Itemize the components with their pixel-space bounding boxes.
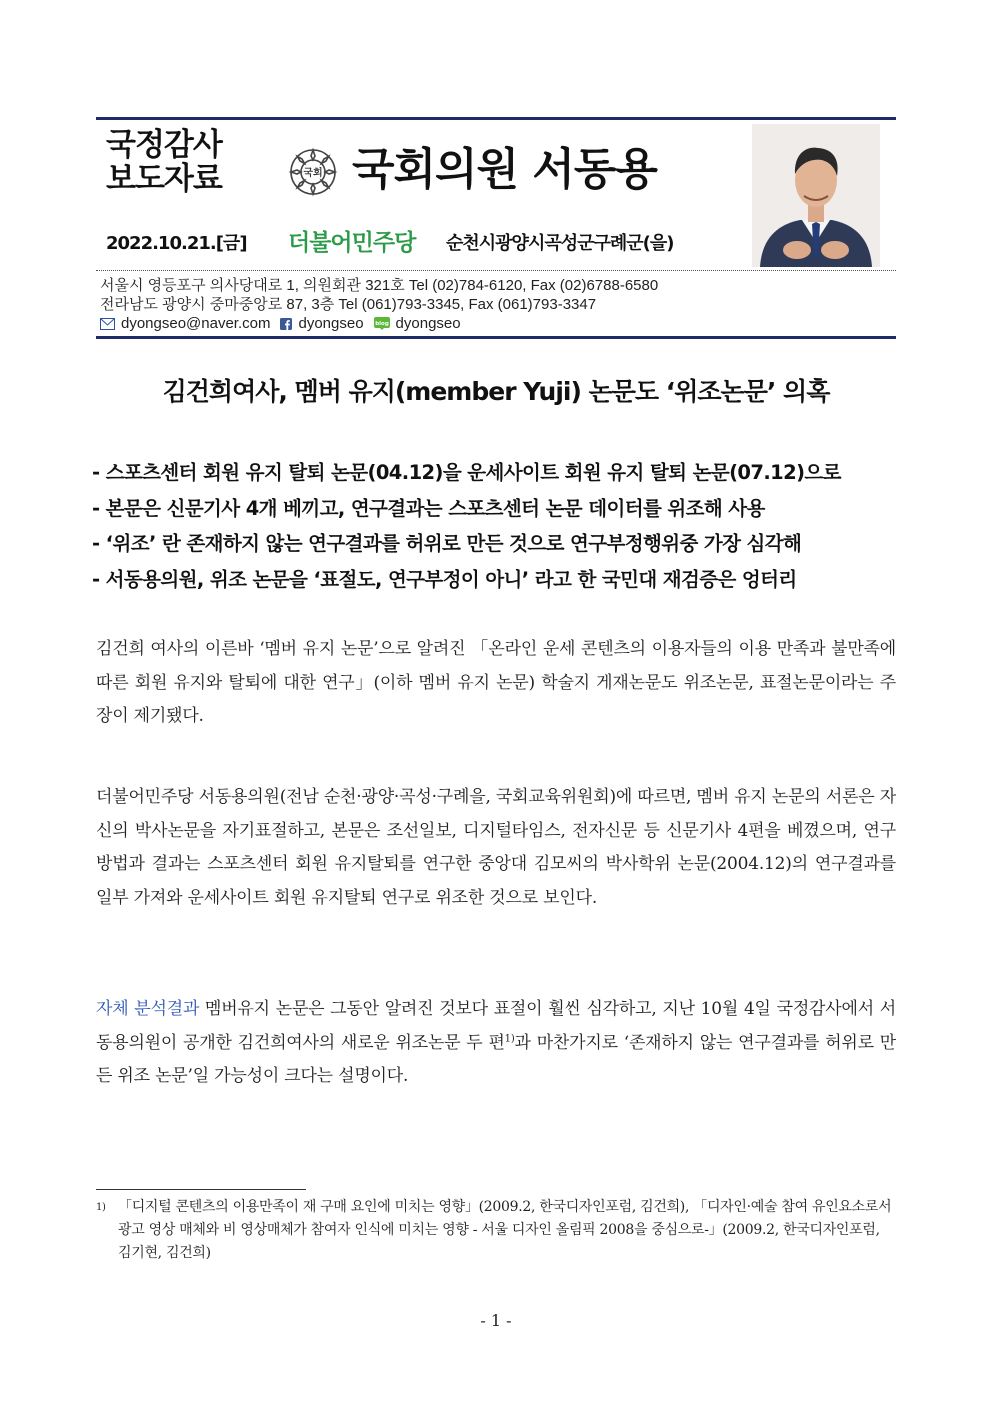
header-top-rule [96, 117, 896, 120]
party-name: 더불어민주당 [288, 230, 416, 256]
footnote [96, 1196, 896, 1265]
blog-icon [374, 317, 390, 330]
blog-icon-text: blog [374, 321, 389, 327]
body-paragraph-3 [96, 993, 896, 1094]
footnote-reference[interactable]: 1) [504, 1032, 515, 1044]
footnote-mark: 1) [96, 1202, 106, 1213]
summary-bullet: - 서동용의원, 위조 논문을 ‘표절도, 연구부정이 아니’ 라고 한 국민대 재검증은 엉터리 [92, 567, 797, 591]
regional-office-contact: 전라남도 광양시 중마중앙로 87, 3층 Tel (061)793-3345, Fax (061)793-3347 [100, 296, 597, 313]
seal-text: 국회 [303, 168, 323, 179]
online-contacts [100, 314, 461, 333]
body-paragraph-1: 김건희 여사의 이른바 ‘멤버 유지 논문’으로 알려진 「온라인 운세 콘텐츠의 이용자들의 이용 만족과 불만족에 따른 회원 유지와 탈퇴에 대한 연구」(이하 멤버 유지 논문) 학술지 게재논문도 위조논문, 표절논문이라는 주장이 제기됐다. [96, 639, 896, 726]
member-portrait [752, 124, 880, 267]
header-bottom-rule [96, 336, 896, 339]
facebook-icon [280, 318, 292, 330]
email-address[interactable]: dyongseo@naver.com [121, 315, 271, 332]
facebook-handle[interactable]: dyongseo [298, 315, 364, 332]
summary-bullet: - 본문은 신문기사 4개 베끼고, 연구결과는 스포츠센터 논문 데이터를 위조해 사용 [92, 496, 765, 520]
page-number: - 1 - [480, 1311, 512, 1330]
seoul-office-contact: 서울시 영등포구 의사당대로 1, 의원회관 321호 Tel (02)784-6120, Fax (02)6788-6580 [100, 277, 659, 294]
summary-bullet: - ‘위조’ 란 존재하지 않는 연구결과를 허위로 만든 것으로 연구부정행위중 가장 심각해 [92, 532, 802, 555]
paragraph-3-text-b: 과 마찬가지로 ‘존재하지 않는 연구결과를 허위로 만든 위조 논문’일 가능성이 크다는 설명이다. [96, 1032, 896, 1086]
release-type-line2: 보도자료 [106, 161, 222, 197]
blog-handle[interactable]: dyongseo [395, 315, 461, 332]
district: 순천시광양시곡성군구례군(을) [446, 233, 674, 254]
analysis-highlight: 자체 분석결과 [96, 999, 200, 1019]
contact-divider [96, 270, 896, 271]
headline: 김건희여사, 멤버 유지(member Yuji) 논문도 ‘위조논문’ 의혹 [162, 377, 830, 406]
footnote-divider [96, 1189, 306, 1190]
member-name: 국회의원 서동용 [352, 144, 657, 195]
footnote-text: 「디지털 콘텐츠의 이용만족이 재 구매 요인에 미치는 영향」(2009.2, 한국디자인포럼, 김건희), 「디자인·예술 참여 유인요소로서 광고 영상 매체와 비 영상매체가 참여자 인식에 미치는 영향 - 서울 디자인 올림픽 2008을 중심으로-」(2009.2, 한국디자인포럼, 김기현, 김건희) [118, 1199, 892, 1261]
summary-bullet: - 스포츠센터 회원 유지 탈퇴 논문(04.12)을 운세사이트 회원 유지 탈퇴 논문(07.12)으로 [92, 461, 841, 484]
release-type-line1: 국정감사 [106, 127, 222, 163]
body-paragraph-2: 더불어민주당 서동용의원(전남 순천·광양·곡성·구례을, 국회교육위원회)에 따르면, 멤버 유지 논문의 서론은 자신의 박사논문을 자기표절하고, 본문은 조선일보, 디지털타임스, 전자신문 등 신문기사 4편을 베꼈으며, 연구방법과 결과는 스포츠센터 회원 유지탈퇴를 연구한 중앙대 김모씨의 박사학위 논문(2004.12)의 연구결과를 일부 가져와 운세사이트 회원 유지탈퇴 연구로 위조한 것으로 보인다. [96, 787, 896, 908]
mail-icon [100, 318, 115, 330]
assembly-seal-icon [288, 147, 338, 197]
paragraph-3-text-a: 멤버유지 논문은 그동안 알려진 것보다 표절이 훨씬 심각하고, 지난 10월 4일 국정감사에서 서동용의원이 공개한 김건희여사의 새로운 위조논문 두 편 [96, 999, 896, 1053]
release-date: 2022.10.21.[금] [106, 233, 247, 254]
release-type [106, 128, 246, 196]
summary-bullets [92, 455, 902, 597]
